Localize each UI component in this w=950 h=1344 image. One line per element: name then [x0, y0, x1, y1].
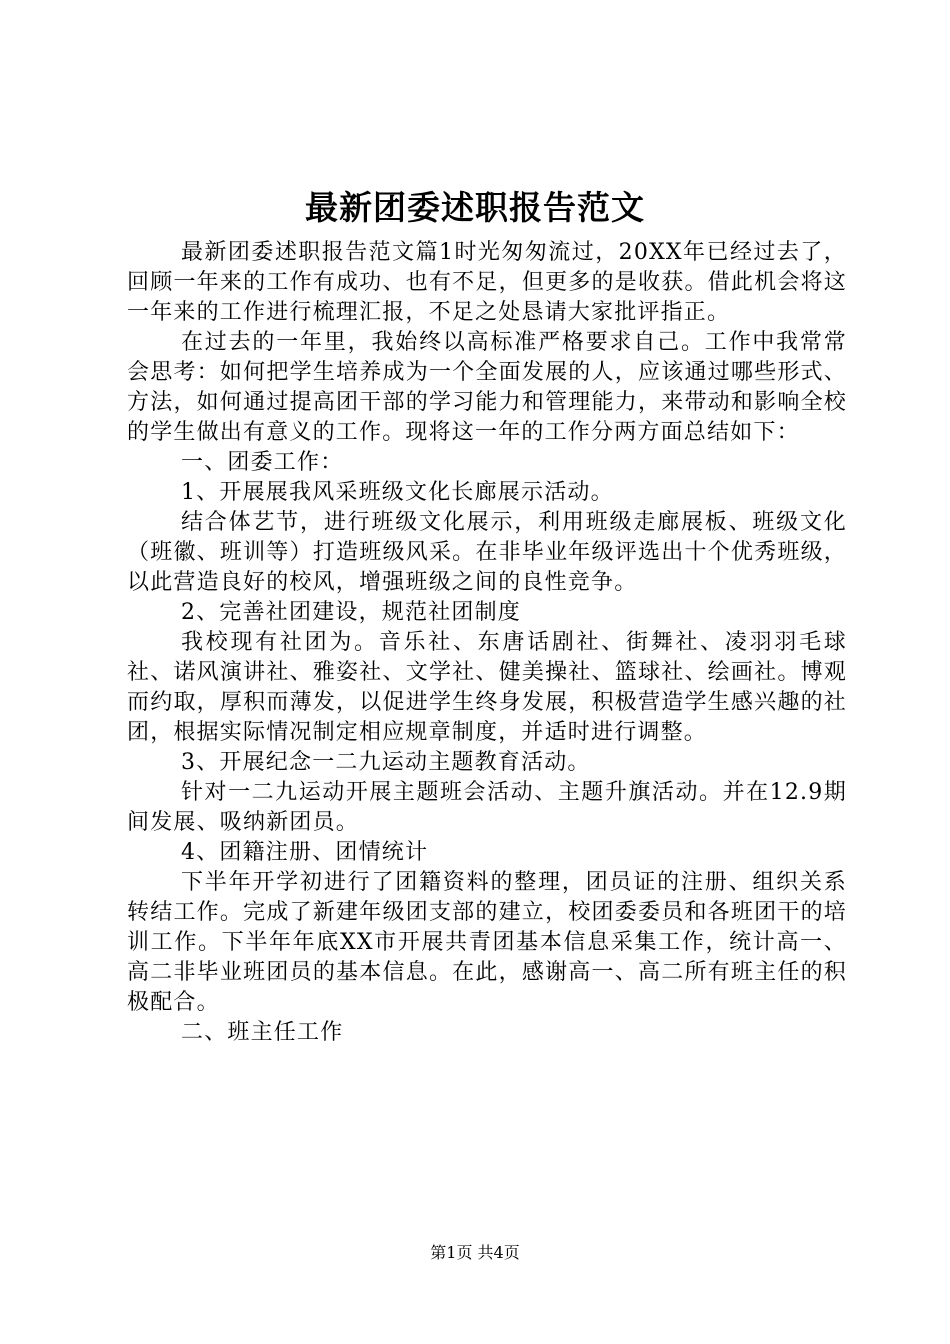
body-paragraph-clubs: 我校现有社团为。音乐社、东唐话剧社、街舞社、凌羽羽毛球社、诺风演讲社、雅姿社、文学社、健美操社、篮球社、绘画社。博观而约取，厚积而薄发，以促进学生终身发展，积极营造学生感兴趣的社团，根据实际情况制定相应规章制度，并适时进行调整。: [127, 630, 847, 745]
body-paragraph-intro: 最新团委述职报告范文篇1时光匆匆流过，20XX年已经过去了，回顾一年来的工作有成功、也有不足，但更多的是收获。借此机会将这一年来的工作进行梳理汇报，不足之处恳请大家批评指正。: [127, 240, 847, 325]
body-paragraph-class-culture: 结合体艺节，进行班级文化展示，利用班级走廊展板、班级文化（班徽、班训等）打造班级风采。在非毕业年级评选出十个优秀班级，以此营造良好的校风，增强班级之间的良性竞争。: [127, 510, 847, 595]
body-paragraph-registration: 下半年开学初进行了团籍资料的整理，团员证的注册、组织关系转结工作。完成了新建年级团支部的建立，校团委委员和各班团干的培训工作。下半年年底XX市开展共青团基本信息采集工作，统计高一、高二非毕业班团员的基本信息。在此，感谢高一、高二所有班主任的积极配合。: [127, 870, 847, 1015]
body-paragraph-overview: 在过去的一年里，我始终以高标准严格要求自己。工作中我常常会思考：如何把学生培养成为一个全面发展的人，应该通过哪些形式、方法，如何通过提高团干部的学习能力和管理能力，来带动和影响全校的学生做出有意义的工作。现将这一年的工作分两方面总结如下：: [127, 330, 847, 445]
body-paragraph-129-movement: 针对一二九运动开展主题班会活动、主题升旗活动。并在12.9期间发展、吸纳新团员。: [127, 780, 847, 835]
subsection-heading-3: 3、开展纪念一二九运动主题教育活动。: [181, 750, 591, 775]
subsection-heading-2: 2、完善社团建设，规范社团制度: [181, 600, 521, 625]
document-title: 最新团委述职报告范文: [305, 188, 645, 227]
subsection-heading-1: 1、开展展我风采班级文化长廊展示活动。: [181, 480, 614, 505]
document-body: [127, 238, 847, 1048]
section-heading-head-teacher-work: 二、班主任工作: [181, 1020, 344, 1045]
subsection-heading-4: 4、团籍注册、团情统计: [181, 840, 429, 865]
section-heading-league-work: 一、团委工作：: [181, 450, 344, 475]
page-number-footer: 第1页 共4页: [430, 1243, 520, 1262]
